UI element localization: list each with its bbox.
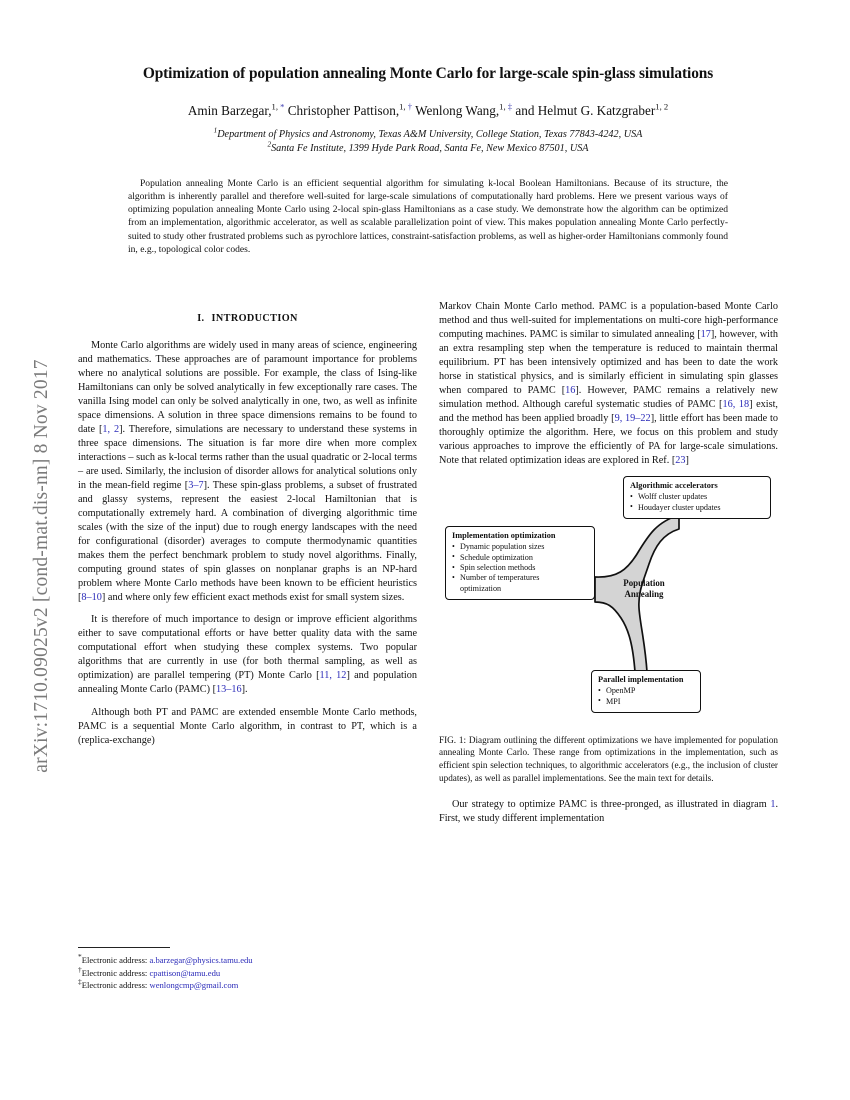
footnote-marker: † bbox=[78, 965, 82, 975]
list-item-continuation: optimization bbox=[460, 583, 502, 593]
list-item: • Schedule optimization bbox=[452, 553, 588, 563]
diagram-box-parallel-implementation[interactable] bbox=[591, 670, 701, 713]
center-label-line-2: Annealing bbox=[624, 589, 664, 600]
box-title: Implementation optimization bbox=[452, 530, 556, 540]
figure-caption-text: Diagram outlining the different optimizations we have implemented for population annealing Monte Carlo. These range from optimizations in the implementation, such as efficient spin selection techniques, to algorithmic accelerators (e.g., the inclusion of cluster updates), as well as parallel implementations. See the main text for details. bbox=[439, 734, 779, 783]
figure-caption bbox=[439, 734, 778, 784]
abstract-text: Population annealing Monte Carlo is an efficient sequential algorithm for simulating k-local Boolean Hamiltonians. Because of its structure, the algorithm is inherently parallel and therefore well-suited for large-scale simulations of computationally hard problems. Here we present various ways of optimizing population annealing Monte Carlo using 2-local spin-glass Hamiltonians as a case study. We demonstrate how the algorithm can be optimized from an implementation, algorithmic accelerator, as well as scalable parallelization point of view. This makes population annealing Monte Carlo perfectly-suited to study other frustrated problems such as pyrochlore lattices, constraint-satisfaction problems, as well as higher-order Hamiltonians commonly found in, e.g., topological color codes. bbox=[128, 177, 728, 255]
left-column bbox=[78, 300, 417, 1060]
email-link[interactable]: cpattison@tamu.edu bbox=[149, 967, 221, 978]
author-list bbox=[78, 102, 778, 120]
list-item-text: Number of temperatures bbox=[460, 573, 540, 583]
paragraph: Our strategy to optimize PAMC is three-pronged, as illustrated in diagram 1. First, we study different implementation bbox=[439, 799, 778, 825]
footnote-item bbox=[78, 979, 417, 992]
body-columns bbox=[78, 300, 778, 1060]
footnote-item bbox=[78, 967, 417, 980]
figure-1 bbox=[439, 474, 778, 784]
footnote-item bbox=[78, 954, 417, 967]
list-item: • Spin selection methods bbox=[452, 563, 588, 573]
section-title: INTRODUCTION bbox=[211, 313, 298, 324]
box-item-list bbox=[630, 492, 764, 513]
arxiv-identifier-stamp: arXiv:1710.09025v2 [cond-mat.dis-nn] 8 Nov 2017 bbox=[31, 359, 52, 773]
footnote-label: Electronic address: bbox=[81, 980, 148, 991]
affiliation-1-text: Department of Physics and Astronomy, Texas A&M University, College Station, Texas 77843-4242, USA bbox=[217, 128, 643, 140]
list-item: • Houdayer cluster updates bbox=[630, 503, 764, 513]
email-link[interactable]: a.barzegar@physics.tamu.edu bbox=[149, 955, 253, 966]
right-column bbox=[439, 300, 778, 1060]
diagram-box-implementation-optimization[interactable] bbox=[445, 526, 595, 600]
paragraph: It is therefore of much importance to design or improve efficient algorithms either to save computational efforts or have better quality data with the same computational effort when studying these complex systems. Two popular algorithms that are currently in use (for both thermal sampling, as well as optimization) are parallel tempering (PT) Monte Carlo [11, 12] and population annealing Monte Carlo (PAMC) [13–16]. bbox=[78, 614, 417, 696]
footnote-label: Electronic address: bbox=[81, 955, 148, 966]
box-item-list bbox=[598, 686, 694, 707]
footnote-rule bbox=[78, 947, 170, 948]
diagram-center-label bbox=[607, 578, 681, 600]
paper-page bbox=[78, 0, 778, 1100]
affiliation-1 bbox=[78, 128, 778, 142]
list-item: • Wolff cluster updates bbox=[630, 492, 764, 502]
list-item: • Dynamic population sizes bbox=[452, 542, 588, 552]
paragraph: Although both PT and PAMC are extended ensemble Monte Carlo methods, PAMC is a sequential Monte Carlo algorithm, in contrast to PT, which is a (replica-exchange) bbox=[78, 706, 417, 746]
affiliation-2-text: Santa Fe Institute, 1399 Hyde Park Road, Santa Fe, New Mexico 87501, USA bbox=[271, 143, 589, 155]
figure-label: FIG. 1: bbox=[439, 734, 467, 745]
box-title: Algorithmic accelerators bbox=[630, 480, 718, 490]
authors-text: Amin Barzegar,$^{1,}$ * Christopher Pattison,$^{1,}$ † Wenlong Wang,$^{1,}$ ‡ and Helmut G. Katzgraber$^{1, 2}$ bbox=[187, 101, 669, 119]
box-title: Parallel implementation bbox=[598, 674, 684, 684]
footnote-marker: * bbox=[78, 952, 82, 962]
page-title: Optimization of population annealing Monte Carlo for large-scale spin-glass simulations bbox=[142, 65, 714, 82]
center-label-line-1: Population bbox=[623, 577, 665, 588]
paragraph: Markov Chain Monte Carlo method. PAMC is a population-based Monte Carlo method and thus well-suited for implementations on multi-core high-performance computing machines. PAMC is similar to simulated annealing [17], however, with an extra resampling step when the temperature is reduced to maintain thermal equilibrium. PT has been intensively optimized and has been to date the work horse in statistical physics, and is similarly efficient in simulating spin glasses when compared to PAMC [16]. However, PAMC remains a relatively new simulation method. Although careful systematic studies of PAMC [16, 18] exist, and the method has been applied broadly [9, 19–22], little effort has been made to thoroughly optimize the algorithm. Here, we focus on this problem and study various approaches to improve the efficiently of PA for large-scale simulations. Note that related optimization ideas are explored in Ref. [23] bbox=[439, 301, 778, 466]
diagram-box-algorithmic-accelerators[interactable] bbox=[623, 476, 771, 519]
box-item-list bbox=[452, 542, 588, 594]
email-link[interactable]: wenlongcmp@gmail.com bbox=[149, 980, 239, 991]
footnote-block bbox=[78, 947, 417, 992]
affiliation-marker-1: 1 bbox=[213, 126, 218, 135]
list-item: • OpenMP bbox=[598, 686, 694, 696]
abstract bbox=[128, 177, 728, 256]
diagram-population-annealing bbox=[439, 474, 778, 722]
right-column-continued bbox=[439, 798, 778, 826]
affiliations bbox=[78, 128, 778, 157]
list-item: • MPI bbox=[598, 697, 694, 707]
section-heading-introduction bbox=[78, 312, 417, 326]
affiliation-marker-2: 2 bbox=[267, 140, 272, 149]
section-numeral: I. bbox=[197, 313, 205, 324]
affiliation-2 bbox=[78, 142, 778, 156]
list-item bbox=[452, 573, 588, 594]
footnote-label: Electronic address: bbox=[81, 967, 148, 978]
paragraph: Monte Carlo algorithms are widely used in many areas of science, engineering and mathematics. These approaches are of paramount importance for problems where no analytical solutions are possible. For example, the class of Ising-like Hamiltonians can only be solved analytically in few exceptionally rare cases. The vanilla Ising model can only be solved analytically in one, two, as well as infinite space dimensions. A solution in three space dimensions remains to be found to date [1, 2]. Therefore, simulations are necessary to understand these systems in three space dimensions. The situation is far more dire when more complex interactions – such as k-local terms rather than the usual quadratic or 2-local terms – are used. Similarly, the inclusion of disorder allows for analytical solutions only in the mean-field regime [3–7]. These spin-glass problems, a subset of frustrated and glassy systems, represent the easiest 2-local Hamiltonian that is computationally extremely hard. A combination of diverging algorithmic time scales (with the size of the input) due to rough energy landscapes with the need for configurational (disorder) averages to compute thermodynamic quantities makes them the perfect benchmark problem to study novel algorithms. Finally, computing ground states of spin glasses on nonplanar graphs is an NP-hard problem where Monte Carlo methods have been known to be efficient heuristics [8–10] and where only few efficient exact methods exist for small system sizes. bbox=[78, 339, 418, 603]
footnote-marker: ‡ bbox=[78, 977, 82, 987]
